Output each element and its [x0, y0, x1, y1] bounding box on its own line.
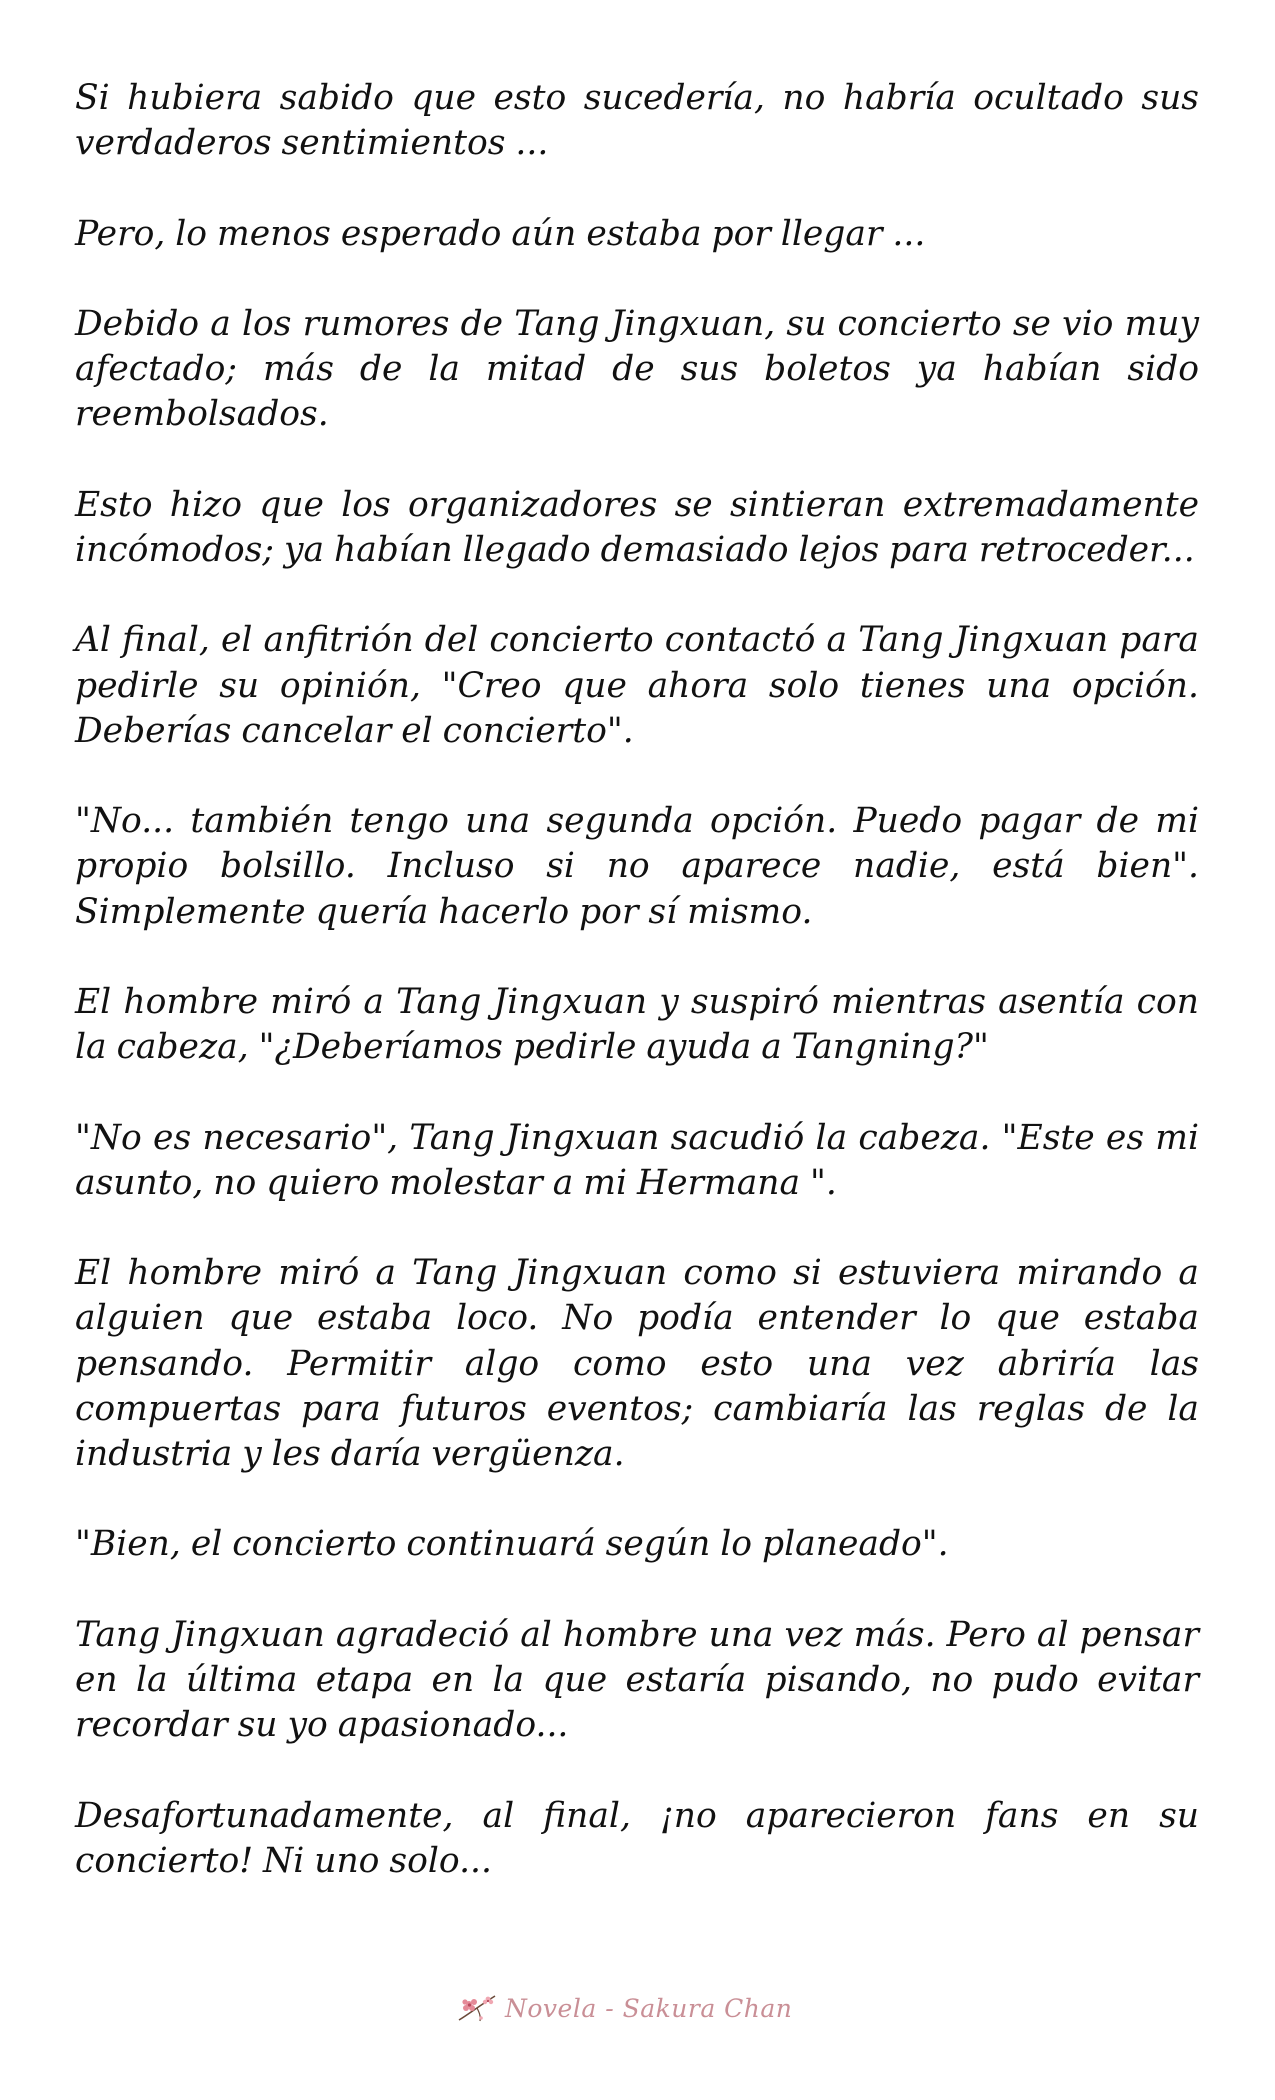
paragraph-8: "No es necesario", Tang Jingxuan sacudió la cabeza. "Este es mi asunto, no quiero molestar a mi Hermana ".: [75, 1117, 1199, 1203]
paragraph-4: Esto hizo que los organizadores se sintieran extremadamente incómodos; ya habían llegado demasiado lejos para retroceder...: [75, 484, 1199, 570]
paragraph-2: Pero, lo menos esperado aún estaba por llegar ...: [75, 213, 926, 254]
watermark: [455, 1990, 792, 2026]
paragraph-11: Tang Jingxuan agradeció al hombre una vez más. Pero al pensar en la última etapa en la que estaría pisando, no pudo evitar recordar su yo apasionado...: [75, 1614, 1199, 1746]
paragraph-7: El hombre miró a Tang Jingxuan y suspiró mientras asentía con la cabeza, "¿Deberíamos pedirle ayuda a Tangning?": [75, 981, 1199, 1068]
paragraph-5: Al final, el anfitrión del concierto contactó a Tang Jingxuan para pedirle su opinión, "Creo que ahora solo tienes una opción. Deberías cancelar el concierto".: [75, 620, 1199, 751]
paragraph-10: "Bien, el concierto continuará según lo planeado".: [75, 1524, 949, 1565]
paragraph-9: El hombre miró a Tang Jingxuan como si estuviera mirando a alguien que estaba loco. No podía entender lo que estaba pensando. Permitir algo como esto una vez abriría las compuertas para futuros eventos; cambiaría las reglas de la industria y les daría vergüenza.: [75, 1253, 1199, 1474]
watermark-text: Novela - Sakura Chan: [505, 1993, 793, 2023]
cherry-blossom-icon: [455, 1990, 499, 2026]
paragraph-3: Debido a los rumores de Tang Jingxuan, su concierto se vio muy afectado; más de la mitad de sus boletos ya habían sido reembolsados.: [75, 303, 1199, 435]
paragraph-1: Si hubiera sabido que esto sucedería, no habría ocultado sus verdaderos sentimientos ...: [75, 78, 1199, 164]
chapter-text: [75, 76, 1199, 1884]
paragraph-6: "No... también tengo una segunda opción. Puedo pagar de mi propio bolsillo. Incluso si no aparece nadie, está bien". Simplemente quería hacerlo por sí mismo.: [75, 801, 1199, 932]
paragraph-12: Desafortunadamente, al final, ¡no aparecieron fans en su concierto! Ni uno solo...: [75, 1795, 1199, 1881]
